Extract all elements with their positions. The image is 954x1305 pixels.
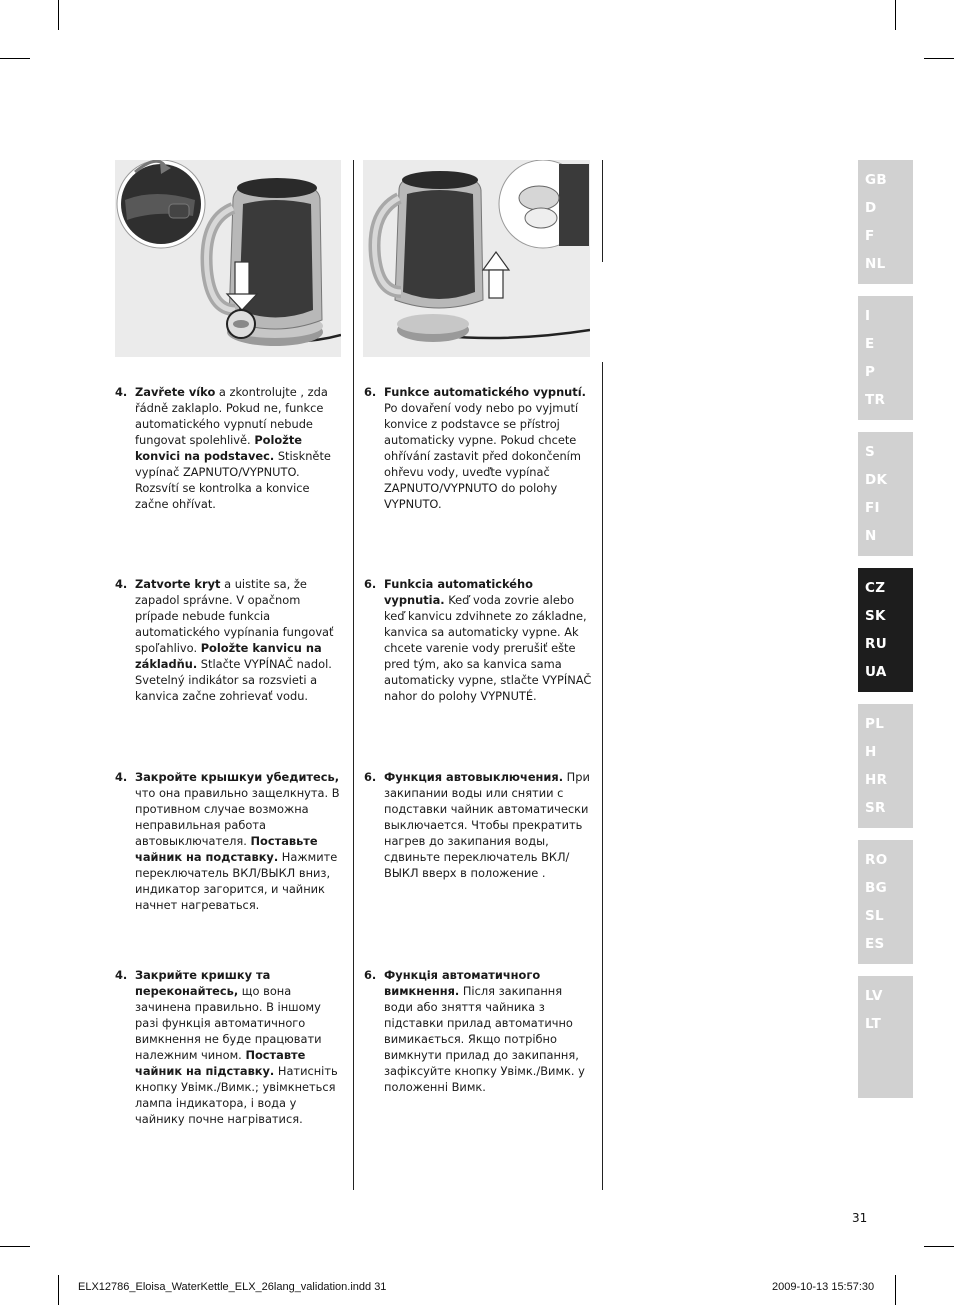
language-tab-label: ES — [865, 936, 885, 952]
step-text: Функция автовыключения. При закипании воды или снятии с подставки чайник автоматически выключается. Чтобы прекратить нагрев до закипания воды, сдвиньте переключатель ВКЛ/ВЫКЛ вверх в положение . — [384, 770, 590, 880]
language-tab-label: S — [865, 444, 876, 460]
language-tab-label: P — [865, 364, 876, 380]
language-tab-label: LV — [865, 988, 883, 1004]
language-tab-label: N — [865, 528, 877, 544]
crop-mark — [0, 58, 30, 59]
column-divider — [353, 160, 354, 1190]
step-number: 4. — [115, 770, 128, 784]
language-tab-label: DK — [865, 472, 888, 488]
language-tab-label: H — [865, 744, 877, 760]
language-tab-group[interactable] — [858, 976, 913, 1098]
step-text: Funkce automatického vypnutí. Po dovaření vody nebo po vyjmutí konvice z podstavce se přístroj automaticky vypne. Pokud chcete ohřívání zastavit před dokončením ohřevu vody, uveďte vypínač ZAPNUTO/VYPNUTO do polohy VYPNUTO. — [384, 385, 586, 511]
kettle-illustration-icon — [115, 160, 341, 357]
crop-mark — [924, 1246, 954, 1247]
crop-mark — [58, 0, 59, 30]
language-tab-label: FI — [865, 500, 880, 516]
crop-mark — [895, 1275, 896, 1305]
step-number: 6. — [364, 577, 377, 591]
step-number: 6. — [364, 770, 377, 784]
language-tab-label: UA — [865, 664, 887, 680]
language-tab-group[interactable] — [858, 432, 913, 556]
figure-divider — [602, 160, 603, 262]
language-tab-group[interactable] — [858, 160, 913, 284]
language-tab-label: RO — [865, 852, 888, 868]
figure-kettle-auto-off — [363, 160, 590, 357]
crop-mark — [895, 0, 896, 30]
page-number: 31 — [852, 1211, 868, 1225]
crop-mark — [58, 1275, 59, 1305]
language-tab-label: D — [865, 200, 877, 216]
language-tab-label: CZ — [865, 580, 886, 596]
language-tab-label: RU — [865, 636, 887, 652]
language-tab-label: SR — [865, 800, 886, 816]
language-tab-label: E — [865, 336, 875, 352]
language-tab-label: HR — [865, 772, 888, 788]
crop-mark — [924, 58, 954, 59]
language-tab-group-active[interactable] — [858, 568, 913, 692]
kettle-illustration-icon — [363, 160, 590, 357]
language-tab-label: PL — [865, 716, 885, 732]
step-number: 4. — [115, 577, 128, 591]
footer-filename: ELX12786_Eloisa_WaterKettle_ELX_26lang_validation.indd 31 — [78, 1281, 387, 1293]
step-text: Закрийте кришку та переконайтесь, що вона зачинена правильно. В іншому разі функція автоматичного вимкнення не буде працювати належним чином. Поставте чайник на підставку. Натисніть кнопку Увімк./Вимк.; увімкнеться лампа індикатора, і вода у чайнику почне нагріватися. — [135, 968, 338, 1126]
step-number: 4. — [115, 385, 128, 399]
language-tab-label: I — [865, 308, 871, 324]
figure-kettle-close-lid — [115, 160, 341, 357]
step-number: 6. — [364, 968, 377, 982]
step-text: Funkcia automatického vypnutia. Keď voda zovrie alebo keď kanvicu zdvihnete zo základne, kanvica sa automaticky vypne. Ak chcete varenie vody prerušiť ešte pred tým, ako sa kanvica sama automaticky vypne, stlačte VYPÍNAČ nahor do polohy VYPNUTÉ. — [384, 577, 592, 703]
crop-mark — [0, 1246, 30, 1247]
footer-timestamp: 2009-10-13 15:57:30 — [772, 1281, 875, 1293]
step-number: 4. — [115, 968, 128, 982]
language-tab-label: F — [865, 228, 875, 244]
language-tab-label: GB — [865, 172, 887, 188]
language-tab-label: SL — [865, 908, 884, 924]
language-tab-label: SK — [865, 608, 886, 624]
column-divider — [602, 362, 603, 1190]
language-tab-label: TR — [865, 392, 886, 408]
language-tab-label: LT — [865, 1016, 882, 1032]
step-text: Zavřete víko a zkontrolujte , zda řádně zaklaplo. Pokud ne, funkce automatického vypnutí nebude fungovat spolehlivě. Položte konvici na podstavec. Stiskněte vypínač ZAPNUTO/VYPNUTO. Rozsvítí se kontrolka a konvice začne ohřívat. — [135, 385, 331, 511]
step-text: Zatvorte kryt a uistite sa, že zapadol správne. V opačnom prípade nebude funkcia automatického vypínania fungovať spoľahlivo. Položte kanvicu na základňu. Stlačte VYPÍNAČ nadol. Svetelný indikátor sa rozsvieti a kanvica začne zohrievať vodu. — [135, 577, 334, 703]
language-tab-group[interactable] — [858, 296, 913, 420]
language-tab-label: NL — [865, 256, 886, 272]
language-tab-group[interactable] — [858, 704, 913, 828]
language-tab-label: BG — [865, 880, 887, 896]
step-text: Закройте крышкуи убедитесь, что она правильно защелкнута. В противном случае возможна неправильная работа автовыключателя. Поставьте чайник на подставку. Нажмите переключатель ВКЛ/ВЫКЛ вниз, индикатор загорится, и чайник начнет нагреваться. — [135, 770, 340, 912]
language-tab-group[interactable] — [858, 840, 913, 964]
step-number: 6. — [364, 385, 377, 399]
step-text: Функція автоматичного вимкнення. Після закипання води або зняття чайника з підставки прилад автоматично вимикається. Якщо потрібно вимкнути прилад до закипання, зафіксуйте кнопку Увімк./Вимк. у положенні Вимк. — [384, 968, 585, 1094]
